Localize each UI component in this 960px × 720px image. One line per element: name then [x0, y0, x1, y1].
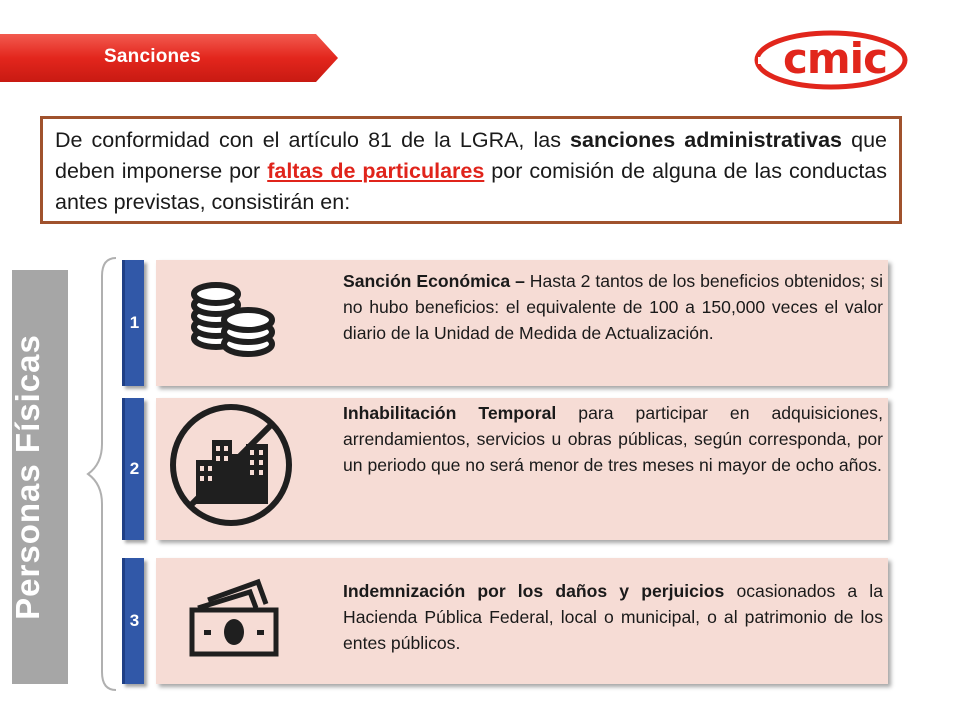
intro-text-part2: que deben imponerse por	[55, 128, 887, 183]
section-title: Sanciones	[104, 46, 201, 67]
intro-bold-sanciones: sanciones administrativas	[570, 128, 843, 152]
sanction-body-2: para participar en adquisiciones, arrendamientos, servicios u obras públicas, según corresponda, por un periodo que no será menor de tres meses ni mayor de ocho años.	[343, 403, 883, 475]
sidebar-label: Personas Físicas	[9, 334, 46, 620]
sanction-card-2	[156, 398, 888, 540]
sanction-title-1: Sanción Económica –	[343, 271, 525, 291]
money-icon	[186, 576, 282, 660]
intro-highlight-faltas: faltas de particulares	[267, 159, 485, 183]
no-buildings-icon	[166, 400, 296, 530]
sanction-text-2	[343, 400, 883, 478]
sanction-card-3	[156, 558, 888, 684]
sanction-title-2: Inhabilitación Temporal	[343, 403, 557, 423]
curly-brace	[86, 256, 122, 692]
number-tab-1: 1	[122, 260, 144, 386]
number-tab-2: 2	[122, 398, 144, 540]
sanction-text-1	[343, 268, 883, 346]
sanction-text-3	[343, 578, 883, 656]
section-banner	[0, 34, 340, 82]
cmic-logo	[752, 28, 910, 92]
sanction-body-1: Hasta 2 tantos de los beneficios obtenidos; si no hubo beneficios: el equivalente de 100 a 150,000 veces el valor diario de la Unidad de Medida de Actualización.	[343, 271, 884, 343]
coins-icon	[186, 282, 282, 362]
intro-text-part3: por comisión de alguna de las conductas antes previstas, consistirán en:	[55, 159, 888, 214]
sanction-card-1	[156, 260, 888, 386]
number-tab-3: 3	[122, 558, 144, 684]
cmic-logo-graphic	[752, 28, 910, 92]
sanction-body-3: ocasionados a la Hacienda Pública Federal, local o municipal, o al patrimonio de los entes públicos.	[343, 581, 883, 653]
intro-text-part1: De conformidad con el artículo 81 de la LGRA, las	[55, 128, 571, 152]
svg-text:cmic: cmic	[783, 34, 887, 83]
intro-paragraph	[40, 116, 902, 224]
sanction-title-3: Indemnización por los daños y perjuicios	[343, 581, 725, 601]
